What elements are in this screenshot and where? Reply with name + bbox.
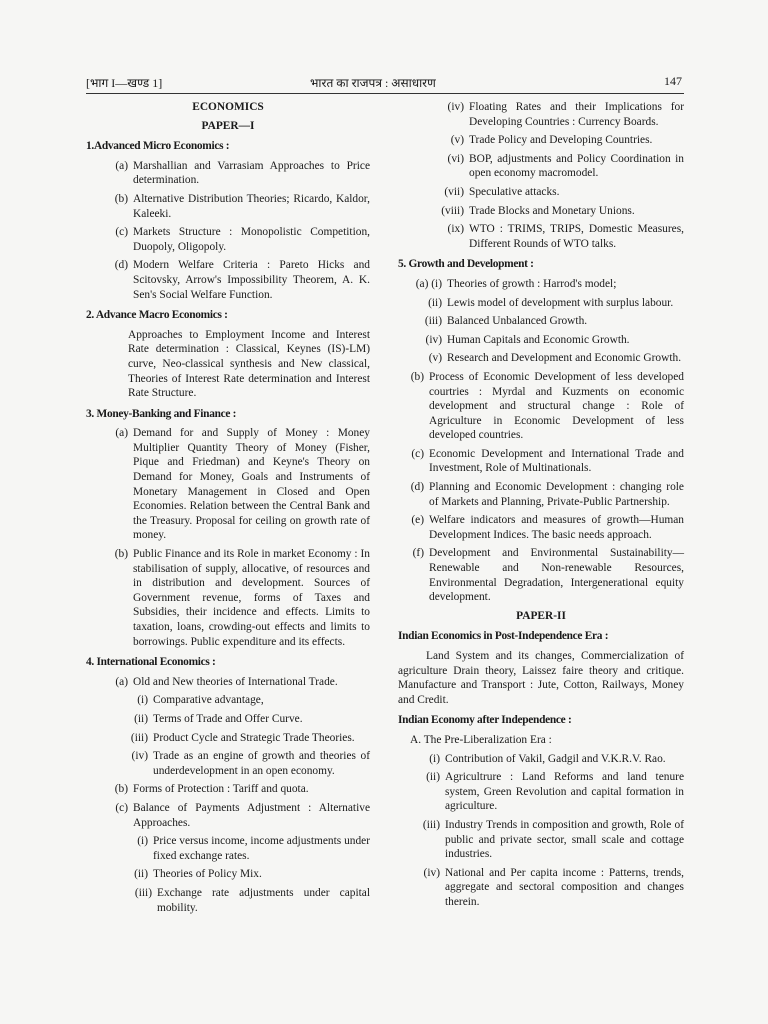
list-item-label: (iii) [422, 818, 440, 831]
list-item [132, 834, 370, 863]
list-item-label: (i) [137, 835, 148, 848]
list-item-text: Contribution of Vakil, Gadgil and V.K.R.V. Rao. [445, 752, 666, 765]
list-item-label: (d) [114, 259, 128, 272]
list-item-label: (iii) [130, 731, 148, 744]
list-item-text: Speculative attacks. [469, 185, 560, 198]
list-item-label: (i) [137, 694, 148, 707]
list-item-text: Economic Development and International Trade and Investment, Role of Multinationals. [429, 447, 684, 475]
list-item-text: Floating Rates and their Implications for Developing Countries : Currency Boards. [469, 101, 684, 128]
list-item [406, 513, 684, 542]
list-item-label: (v) [450, 134, 464, 147]
list-item-label: (iv) [423, 866, 440, 879]
list-item-label: (iv) [447, 101, 464, 113]
list-item-text: Comparative advantage, [153, 694, 264, 707]
section-title: PAPER—I [201, 119, 255, 132]
list-item-text: Price versus income, income adjustments under fixed exchange rates. [153, 835, 371, 862]
list-item-text: Lewis model of development with surplus labour. [447, 296, 674, 309]
list-item-text: Process of Economic Development of less developed courtries : Myrdal and Kuzments on economic development and structural change : Role of Agriculture in Economic Development of less developed countries. [429, 370, 684, 442]
list-item-label: (c) [115, 801, 128, 814]
list-item-label: (ii) [134, 712, 148, 725]
list-item-text: Human Capitals and Economic Growth. [447, 333, 630, 346]
list-item-label: (a) [115, 159, 128, 172]
list-item [108, 675, 370, 690]
list-item [108, 426, 370, 543]
right-column [398, 100, 684, 914]
list-item-label: (c) [115, 226, 128, 239]
list-item-label: (c) [411, 447, 424, 460]
list-item-text: Welfare indicators and measures of growth—Human Development Indices. The basic needs approach. [429, 514, 684, 541]
list-item-text: Theories of Policy Mix. [153, 868, 262, 881]
list-item-text: Research and Development and Economic Growth. [447, 352, 682, 365]
running-header-left: [भाग I—खण्ड 1] [86, 76, 163, 90]
list-item-text: Trade as an engine of growth and theories of underdevelopment in an open economy. [153, 750, 370, 777]
list-item-text: Balance of Payments Adjustment : Alternative Approaches. [133, 801, 370, 829]
list-item-label: (ix) [447, 223, 464, 236]
list-item-text: Trade Blocks and Monetary Unions. [469, 204, 635, 217]
list-item-label: (vi) [447, 152, 464, 165]
list-item-label: (v) [428, 352, 442, 365]
list-item [418, 351, 684, 366]
list-item [108, 801, 370, 830]
list-item [416, 314, 684, 329]
list-item-text: Planning and Economic Development : changing role of Markets and Planning, Private-Public Partnership. [429, 481, 684, 508]
list-item-text: National and Per capita income : Patterns, trends, aggregate and sectoral composition and changes therein. [445, 866, 684, 908]
list-item [408, 546, 684, 604]
list-item-label: (ii) [426, 771, 440, 784]
list-item-label: (b) [114, 783, 128, 796]
list-item-label: (vii) [444, 185, 464, 198]
list-item-label: (i) [429, 752, 440, 765]
list-item-label: (a) (i) [415, 277, 442, 290]
list-item [406, 480, 684, 509]
list-item-label: (b) [114, 548, 128, 561]
list-item [408, 277, 684, 292]
list-item-text: Alternative Distribution Theories; Ricardo, Kaldor, Kaleeki. [133, 192, 370, 220]
list-item-label: (e) [411, 514, 424, 527]
list-item-text: Theories of growth : Harrod's model; [447, 277, 617, 290]
list-item-text: Product Cycle and Strategic Trade Theories. [153, 731, 355, 744]
list-item [130, 867, 370, 882]
list-item-label: (ii) [134, 868, 148, 881]
list-item [438, 133, 684, 148]
list-item-label: (b) [410, 370, 424, 383]
list-item-label: (viii) [441, 204, 464, 217]
list-item-text: Balanced Unbalanced Growth. [447, 315, 588, 328]
list-item-text: BOP, adjustments and Policy Coordination in open economy macromodel. [469, 152, 684, 180]
section-title: ECONOMICS [192, 101, 264, 113]
list-item-text: Demand for and Supply of Money : Money Multiplier Quantity Theory of Money (Fisher, Pique and Friedman) and Keyne's Theory on Demand for Money, Goals and Instruments of Monetary Management in Closed and Open Economies. Relation between the Central Bank and the Treasury. Proposal for ceiling on growth rate of money. [133, 427, 370, 542]
section-heading: Indian Economics in Post-Independence Era : [398, 630, 609, 643]
list-item-label: (iii) [424, 315, 442, 328]
list-item [108, 782, 370, 797]
list-item [108, 547, 370, 649]
list-item [108, 192, 370, 221]
list-item-text: Public Finance and its Role in market Economy : In stabilisation of supply, allocative, of resources and in distribution and development. Sources of Government revenue, forms of Taxes and Subsidies, their incidence and effects. Limits to taxation, loans, crowding-out effects and limits to borrowings. Public expenditure and its effects. [133, 548, 370, 648]
list-item [108, 258, 370, 302]
list-item [108, 159, 370, 188]
running-header-title: भारत का राजपत्र : असाधारण [310, 76, 436, 90]
list-item-text: Trade Policy and Developing Countries. [469, 134, 653, 147]
list-item-text: Agricultrure : Land Reforms and land tenure system, Green Revolution and capital formation in agriculture. [445, 771, 684, 813]
list-item [128, 712, 370, 727]
list-item [406, 370, 684, 443]
section-title: PAPER-II [516, 609, 566, 622]
list-item [418, 770, 684, 814]
list-item-label: (iv) [131, 750, 148, 763]
paragraph: Approaches to Employment Income and Interest Rate determination : Classical, Keynes (IS)-LM) curve, Neo-classical synthesis and New classical, Theories of Interest Rate determination and Interest Rate Structure. [128, 328, 370, 400]
list-item-text: Forms of Protection : Tariff and quota. [133, 783, 309, 796]
list-item-label: (a) [115, 675, 128, 688]
list-item-text: Exchange rate adjustments under capital mobility. [157, 886, 370, 914]
list-item [438, 222, 684, 251]
list-item [130, 886, 370, 915]
list-item [120, 731, 370, 746]
left-column [86, 100, 370, 919]
list-item [414, 866, 684, 910]
list-item [120, 749, 370, 778]
list-item-text: Terms of Trade and Offer Curve. [153, 712, 303, 725]
list-item [406, 447, 684, 476]
list-item [128, 693, 370, 708]
list-item-label: (iii) [134, 886, 152, 899]
list-item [438, 100, 684, 129]
list-item [432, 204, 684, 219]
list-item [438, 152, 684, 181]
list-item-text: Development and Environmental Sustainability—Renewable and Non-renewable Resources, Environmental Degradation, Intergenerational equity development. [429, 547, 684, 604]
list-item-text: Industry Trends in composition and growth, Role of public and private sector, small scale and cottage industries. [445, 818, 684, 861]
section-heading: 2. Advance Macro Economics : [86, 309, 228, 322]
header-rule [86, 93, 684, 94]
list-item [108, 225, 370, 254]
paragraph: Land System and its changes, Commercialization of agriculture Drain theory, Laissez faire theory and critique. Manufacture and Transport : Jute, Cotton, Railways, Money and Credit. [398, 650, 684, 706]
list-item [418, 752, 684, 767]
list-item-label: (b) [114, 192, 128, 205]
list-item-label: (iv) [425, 333, 442, 346]
list-item-label: (ii) [428, 296, 442, 309]
list-item-text: WTO : TRIMS, TRIPS, Domestic Measures, Different Rounds of WTO talks. [469, 223, 684, 250]
list-item-label: (a) [115, 427, 128, 440]
list-item-text: Markets Structure : Monopolistic Competition, Duopoly, Oligopoly. [133, 226, 370, 253]
page-number: 147 [664, 74, 682, 88]
section-heading: 1.Advanced Micro Economics : [86, 140, 230, 153]
list-item-text: Modern Welfare Criteria : Pareto Hicks and Scitovsky, Arrow's Impossibility Theorem, A. K. Sen's Social Welfare Function. [133, 259, 370, 301]
section-heading: Indian Economy after Independence : [398, 714, 572, 727]
list-item-text: Old and New theories of International Trade. [133, 675, 338, 688]
list-item [418, 296, 684, 311]
list-item [438, 185, 684, 200]
section-heading: 5. Growth and Development : [398, 258, 534, 271]
list-item-label: (f) [412, 547, 424, 560]
section-heading: 4. International Economics : [86, 656, 216, 669]
list-item-text: Marshallian and Varrasiam Approaches to Price determination. [133, 159, 370, 187]
section-heading: 3. Money-Banking and Finance : [86, 407, 237, 420]
list-item-label: (d) [410, 481, 424, 494]
paragraph: A. The Pre-Liberalization Era : [410, 733, 552, 746]
list-item [414, 818, 684, 862]
list-item [416, 333, 684, 348]
